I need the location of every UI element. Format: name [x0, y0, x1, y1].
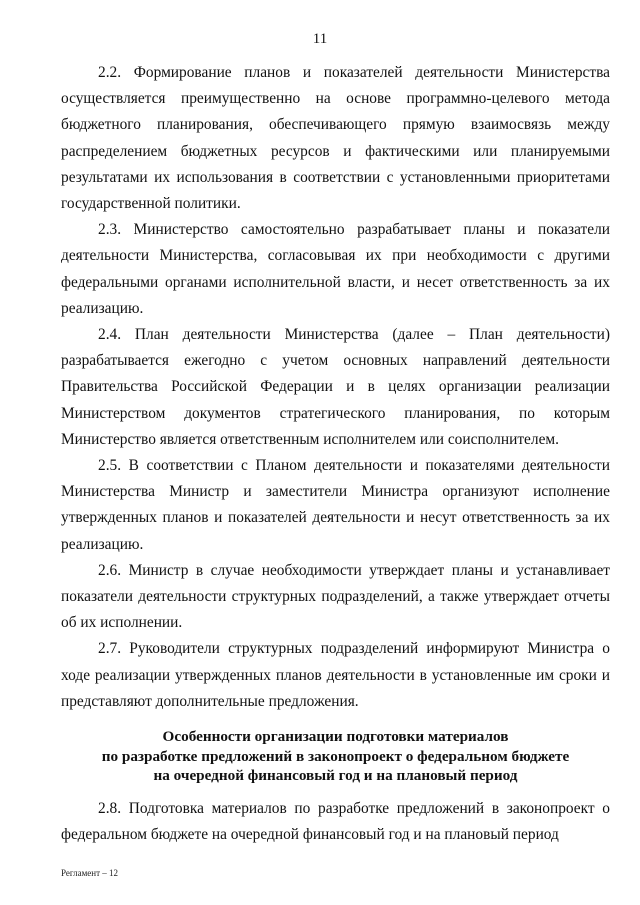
- section-heading-line-1: Особенности организации подготовки материалов: [162, 728, 509, 746]
- paragraph-2-6: 2.6. Министр в случае необходимости утверждает планы и устанавливает показатели деятельности структурных подразделений, а также утверждает отчеты об их исполнении.: [61, 561, 610, 632]
- section-heading-line-3: на очередной финансовый год и на плановый период: [153, 767, 518, 785]
- paragraph-2-5: 2.5. В соответствии с Планом деятельности и показателями деятельности Министерства Министр и заместители Министра организуют исполнение утвержденных планов и показателей деятельности и несут ответственность за их реализацию.: [61, 457, 610, 553]
- paragraph-2-4: 2.4. План деятельности Министерства (далее – План деятельности) разрабатывается ежегодно с учетом основных направлений деятельности Правительства Российской Федерации и в целях организации реализации Министерством документов стратегического планирования, по которым Министерство является ответственным исполнителем или соисполнителем.: [61, 326, 610, 448]
- section-heading: [61, 727, 610, 786]
- paragraph-2-7: 2.7. Руководители структурных подразделений информируют Министра о ходе реализации утвержденных планов деятельности в установленные им сроки и представляют дополнительные предложения.: [61, 640, 610, 710]
- page-footer: Регламент – 12: [61, 868, 119, 878]
- section-heading-line-2: по разработке предложений в законопроект о федеральном бюджете: [101, 747, 570, 765]
- paragraph-2-3: 2.3. Министерство самостоятельно разрабатывает планы и показатели деятельности Министерства, согласовывая их при необходимости с другими федеральными органами исполнительной власти, и несет ответственность за их реализацию.: [61, 221, 610, 317]
- page-number: 11: [312, 31, 328, 47]
- paragraph-2-2: 2.2. Формирование планов и показателей деятельности Министерства осуществляется преимущественно на основе программно-целевого метода бюджетного планирования, обеспечивающего прямую взаимосвязь между распределением бюджетных ресурсов и фактическими или планируемыми результатами их использования в соответствии с установленными приоритетами государственной политики.: [61, 64, 610, 213]
- paragraph-2-8: 2.8. Подготовка материалов по разработке предложений в законопроект о федеральном бюджете на очередной финансовый год и на плановый период: [61, 799, 610, 843]
- document-body: [61, 60, 610, 848]
